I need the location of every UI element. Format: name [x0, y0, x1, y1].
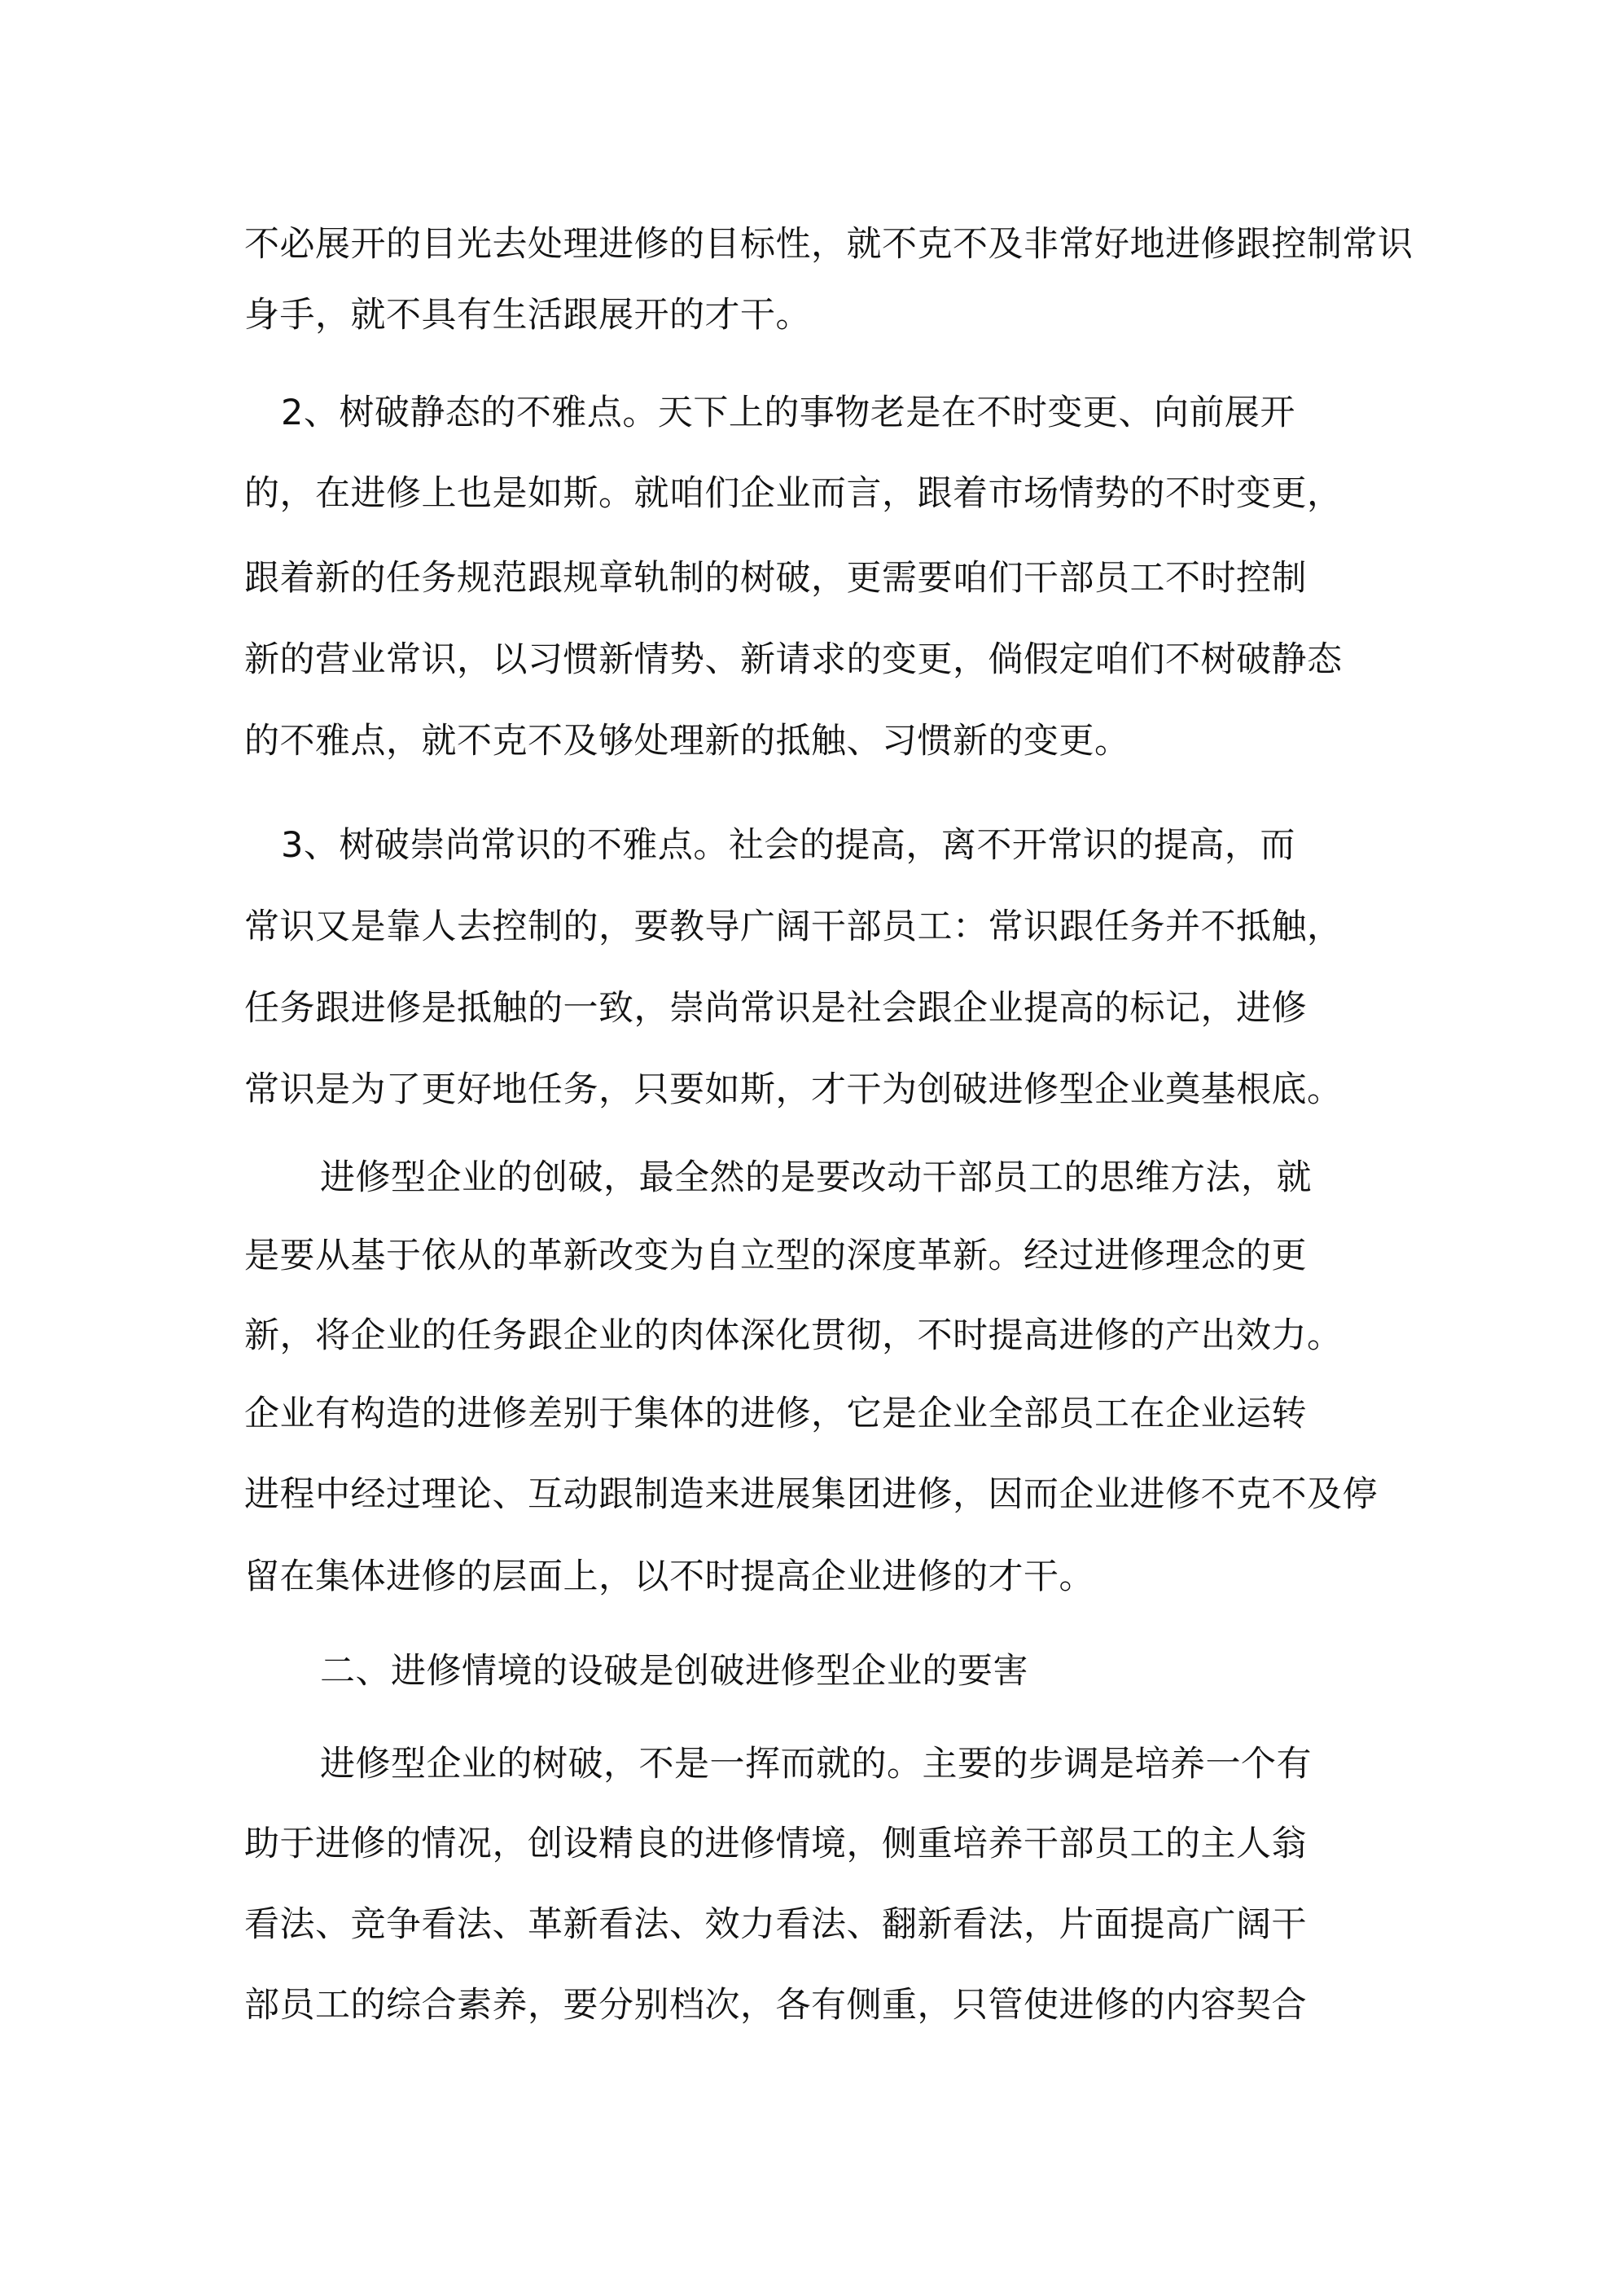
paragraph-line: 的，在进修上也是如斯。就咱们企业而言，跟着市场情势的不时变更， [244, 473, 1343, 514]
list-item-2-line: 2、树破静态的不雅点。天下上的事物老是在不时变更、向前展开 [281, 393, 1295, 433]
paragraph-line: 看法、竞争看法、革新看法、效力看法、翻新看法，片面提高广阔干 [244, 1904, 1307, 1945]
paragraph-line: 不必展开的目光去处理进修的目标性，就不克不及非常好地进修跟控制常识 [244, 224, 1414, 265]
paragraph-line: 部员工的综合素养，要分别档次，各有侧重，只管使进修的内容契合 [244, 1985, 1307, 2026]
paragraph-line: 身手，就不具有生活跟展开的才干。 [244, 295, 811, 336]
paragraph-line: 的不雅点，就不克不及够处理新的抵触、习惯新的变更。 [244, 721, 1130, 762]
section-heading: 二、进修情境的设破是创破进修型企业的要害 [320, 1651, 1028, 1692]
paragraph-line: 任务跟进修是抵触的一致，崇尚常识是社会跟企业提高的标记，进修 [244, 988, 1307, 1029]
paragraph-line: 进程中经过理论、互动跟制造来进展集团进修，因而企业进修不克不及停 [244, 1474, 1378, 1515]
list-item-3-line: 3、树破崇尚常识的不雅点。社会的提高，离不开常识的提高，而 [281, 825, 1295, 866]
paragraph-line: 跟着新的任务规范跟规章轨制的树破，更需要咱们干部员工不时控制 [244, 558, 1307, 599]
paragraph-line: 助于进修的情况，创设精良的进修情境，侧重培养干部员工的主人翁 [244, 1824, 1307, 1864]
paragraph-line: 进修型企业的树破，不是一挥而就的。主要的步调是培养一个有 [320, 1744, 1312, 1785]
paragraph-line: 常识是为了更好地任务，只要如斯，才干为创破进修型企业奠基根底。 [244, 1069, 1343, 1110]
paragraph-line: 新，将企业的任务跟企业的肉体深化贯彻，不时提高进修的产出效力。 [244, 1315, 1343, 1356]
paragraph-line: 留在集体进修的层面上，以不时提高企业进修的才干。 [244, 1556, 1094, 1597]
paragraph-line: 常识又是靠人去控制的，要教导广阔干部员工：常识跟任务并不抵触， [244, 907, 1343, 947]
paragraph-line: 是要从基于依从的革新改变为自立型的深度革新。经过进修理念的更 [244, 1236, 1307, 1276]
paragraph-line: 进修型企业的创破，最全然的是要改动干部员工的思维方法，就 [320, 1157, 1312, 1198]
paragraph-line: 新的营业常识，以习惯新情势、新请求的变更，倘假定咱们不树破静态 [244, 639, 1343, 680]
paragraph-line: 企业有构造的进修差别于集体的进修，它是企业全部员工在企业运转 [244, 1394, 1307, 1434]
